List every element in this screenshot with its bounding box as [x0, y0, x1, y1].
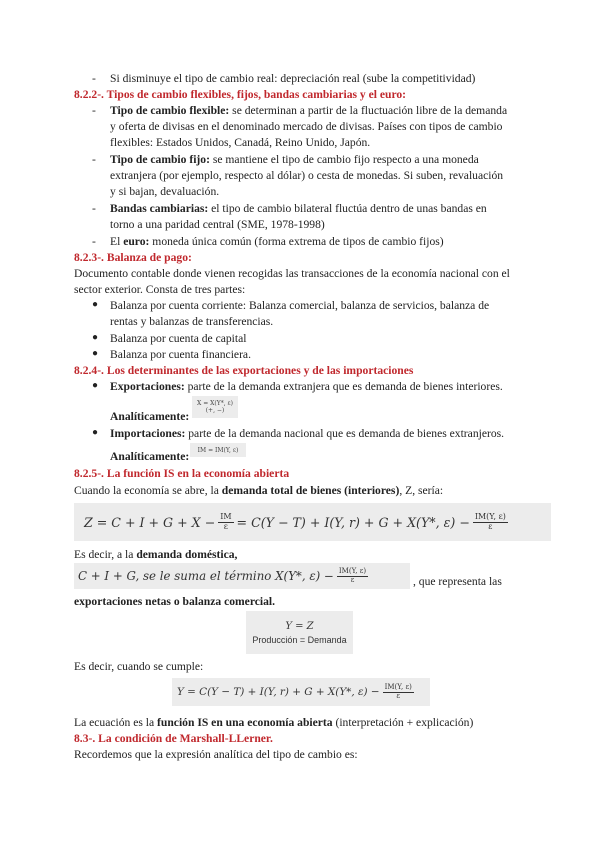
text-line: Si disminuye el tipo de cambio real: depreciación real (sube la competitividad) — [110, 72, 476, 85]
text-line: torno a una paridad central (SME, 1978-1998) — [110, 218, 325, 231]
text-line: exportaciones netas o balanza comercial. — [74, 595, 276, 608]
equation-total-demand: Z = C + I + G + X − $\frac{IM}{\varepsilon}$ = C(Y − T) + I(Y, r) + G + X(Y*, ε) − $\frac{IM(Y, \varepsilon)}{\varepsilon}$ — [74, 503, 551, 541]
equation-is-open-economy: Y = C(Y − T) + I(Y, r) + G + X(Y*, ε) − $\frac{IM(Y, \varepsilon)}{\varepsilon}$ — [172, 678, 430, 706]
section-heading-8-2-4: 8.2.4-. Los determinantes de las exportaciones y de las importaciones — [74, 364, 414, 377]
list-item: El euro: moneda única común (forma extrema de tipos de cambio fijos) — [110, 235, 444, 248]
section-heading-8-2-2: 8.2.2-. Tipos de cambio flexibles, fijos, bandas cambiarias y el euro: — [74, 88, 407, 101]
bullet-dot: ● — [92, 380, 99, 391]
formula-imports: IM = IM(Y, ε) — [190, 443, 246, 457]
text-line: sector exterior. Consta de tres partes: — [74, 283, 246, 296]
text-line: Cuando la economía se abre, la demanda total de bienes (interiores), Z, sería: — [74, 484, 444, 497]
dash-bullet: - — [92, 104, 96, 117]
list-item: Tipo de cambio flexible: se determinan a partir de la fluctuación libre de la demanda — [110, 104, 508, 117]
label-analiticamente: Analíticamente: — [110, 410, 190, 423]
text-line: flexibles: Estados Unidos, Canadá, Reino Unido, Japón. — [110, 136, 371, 149]
section-heading-8-2-3: 8.2.3-. Balanza de pago: — [74, 251, 192, 264]
text-line: extranjera (por ejemplo, respecto al dólar) o cesta de monedas. Si suben, revaluación — [110, 169, 504, 182]
list-item: Balanza por cuenta de capital — [110, 332, 247, 345]
list-item: Bandas cambiarias: el tipo de cambio bilateral fluctúa dentro de unas bandas en — [110, 202, 487, 215]
dash-bullet: - — [92, 202, 96, 215]
equation-equilibrium-box: Y = Z Producción = Demanda — [246, 611, 353, 654]
text-line: Es decir, cuando se cumple: — [74, 660, 204, 673]
list-item: Importaciones: parte de la demanda nacional que es demanda de bienes extranjeros. — [110, 427, 505, 440]
text-line: , que representa las — [413, 575, 502, 588]
dash-bullet: - — [92, 72, 96, 85]
list-item: Exportaciones: parte de la demanda extranjera que es demanda de bienes interiores. — [110, 380, 503, 393]
bullet-dot: ● — [92, 299, 99, 310]
dash-bullet: - — [92, 235, 96, 248]
text-line: Recordemos que la expresión analítica del tipo de cambio es: — [74, 748, 358, 761]
text-line: La ecuación es la función IS en una economía abierta (interpretación + explicación) — [74, 716, 474, 729]
text-line: rentas y balanzas de transferencias. — [110, 315, 274, 328]
text-line: Documento contable donde vienen recogidas las transacciones de la economía nacional con el — [74, 267, 510, 280]
section-heading-8-3: 8.3-. La condición de Marshall-LLerner. — [74, 732, 273, 745]
dash-bullet: - — [92, 153, 96, 166]
list-item: Balanza por cuenta corriente: Balanza comercial, balanza de servicios, balanza de — [110, 299, 490, 312]
equation-net-exports: C + I + G, se le suma el término X(Y*, ε) − $\frac{IM(Y, \varepsilon)}{\varepsilon}$ — [74, 563, 410, 589]
bullet-dot: ● — [92, 427, 99, 438]
section-heading-8-2-5: 8.2.5-. La función IS en la economía abierta — [74, 467, 290, 480]
bullet-dot: ● — [92, 332, 99, 343]
formula-exports: X = X(Y*, ε) (+, −) — [192, 396, 238, 418]
bullet-dot: ● — [92, 348, 99, 359]
list-item: Tipo de cambio fijo: se mantiene el tipo de cambio fijo respecto a una moneda — [110, 153, 479, 166]
text-line: Es decir, a la demanda doméstica, — [74, 548, 238, 561]
label-analiticamente: Analíticamente: — [110, 450, 190, 463]
text-line: y si bajan, devaluación. — [110, 185, 220, 198]
list-item: Balanza por cuenta financiera. — [110, 348, 251, 361]
text-line: y oferta de divisas en el denominado mercado de divisas. Países con tipos de cambio — [110, 120, 503, 133]
